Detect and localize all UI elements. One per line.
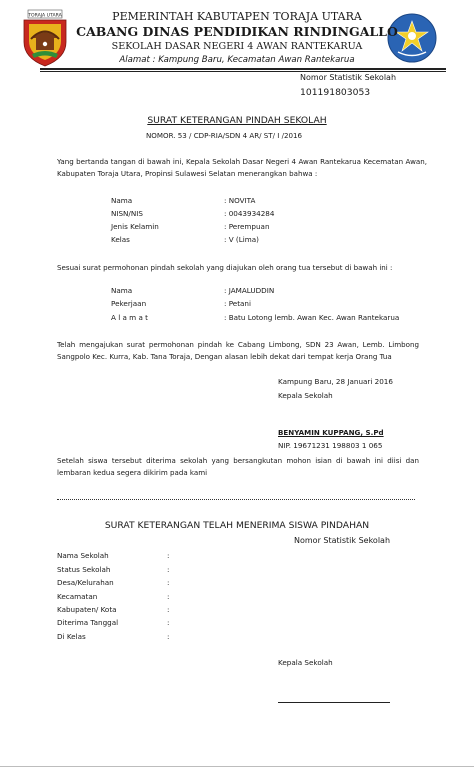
school-address: Alamat : Kampung Baru, Kecamatan Awan Rantekarua [119,55,355,65]
field-class-colon: : [167,632,170,641]
field-district-colon: : [167,592,170,601]
student-gender-value: : Perempuan [224,222,270,231]
receipt-title: SURAT KETERANGAN TELAH MENERIMA SISWA PINDAHAN [104,520,370,531]
field-class-label: Di Kelas [57,632,86,641]
letter-title: SURAT KETERANGAN PINDAH SEKOLAH [147,115,327,126]
field-school-name-label: Nama Sekolah [57,551,109,560]
field-regency-label: Kabupaten/ Kota [57,605,117,614]
student-class-label: Kelas [111,235,130,244]
field-accepted-date-colon: : [167,618,170,627]
cut-line [57,499,415,500]
student-name-value: : NOVITA [224,196,256,205]
parent-address-label: A l a m a t [111,313,148,322]
nss-value: 101191803053 [300,87,371,98]
signer-nip: NIP. 19671231 198803 1 065 [278,441,383,450]
letterhead-divider-thin [40,71,446,72]
place-date: Kampung Baru, 28 Januari 2016 [278,377,393,386]
closing-paragraph: Setelah siswa tersebut diterima sekolah yang bersangkutan mohon isian di bawah ini diisi dan lembaran kedua segera dikirim pada kami [57,456,419,477]
parent-job-label: Pekerjaan [111,299,147,308]
left-logo-caption: TORAJA UTARA [28,13,62,19]
letterhead-divider [40,68,446,70]
receipt-nss-label: Nomor Statistik Sekolah [294,536,391,545]
field-school-status-colon: : [167,565,170,574]
student-class-value: : V (Lima) [224,235,259,244]
field-accepted-date-label: Diterima Tanggal [57,618,119,627]
nss-label: Nomor Statistik Sekolah [300,73,397,82]
receipt-signature-line [278,702,390,703]
page-bottom-edge [0,766,474,767]
field-village-label: Desa/Kelurahan [57,578,114,587]
parent-job-value: : Petani [224,299,251,308]
parent-name-value: : JAMALUDDIN [224,286,275,295]
letter-number: NOMOR. 53 / CDP-RIA/SDN 4 AR/ ST/ I /2016 [146,131,303,140]
parent-name-label: Nama [111,286,133,295]
school-name: SEKOLAH DASAR NEGERI 4 AWAN RANTEKARUA [111,41,363,52]
field-school-status-label: Status Sekolah [57,565,111,574]
student-nisn-label: NISN/NIS [111,209,143,218]
field-village-colon: : [167,578,170,587]
request-paragraph: Sesuai surat permohonan pindah sekolah yang diajukan oleh orang tua tersebut di bawah ini : [57,263,393,272]
signer-title: Kepala Sekolah [278,391,333,400]
receipt-signer-title: Kepala Sekolah [278,658,333,667]
field-regency-colon: : [167,605,170,614]
student-name-label: Nama [111,196,133,205]
agency-name: CABANG DINAS PENDIDIKAN RINDINGALLO [76,24,398,39]
intro-paragraph: Yang bertanda tangan di bawah ini, Kepala Sekolah Dasar Negeri 4 Awan Rantekarua Kecematan Awan, Kabupaten Toraja Utara, Propinsi Sulawesi Selatan menerangkan bahwa : [57,157,427,178]
student-gender-label: Jenis Kelamin [111,222,159,231]
signer-name: BENYAMIN KUPPANG, S.Pd [278,428,384,437]
field-district-label: Kecamatan [57,592,98,601]
government-name: PEMERINTAH KABUTAPEN TORAJA UTARA [112,10,362,23]
body-paragraph: Telah mengajukan surat permohonan pindah ke Cabang Limbong, SDN 23 Awan, Lemb. Limbong Sangpolo Kec. Kurra, Kab. Tana Toraja, Dengan alasan lebih dekat dari tempat kerja Orang Tua [57,340,419,361]
field-school-name-colon: : [167,551,170,560]
student-nisn-value: : 0043934284 [224,209,275,218]
parent-address-value: : Batu Lotong lemb. Awan Kec. Awan Rantekarua [224,313,400,322]
